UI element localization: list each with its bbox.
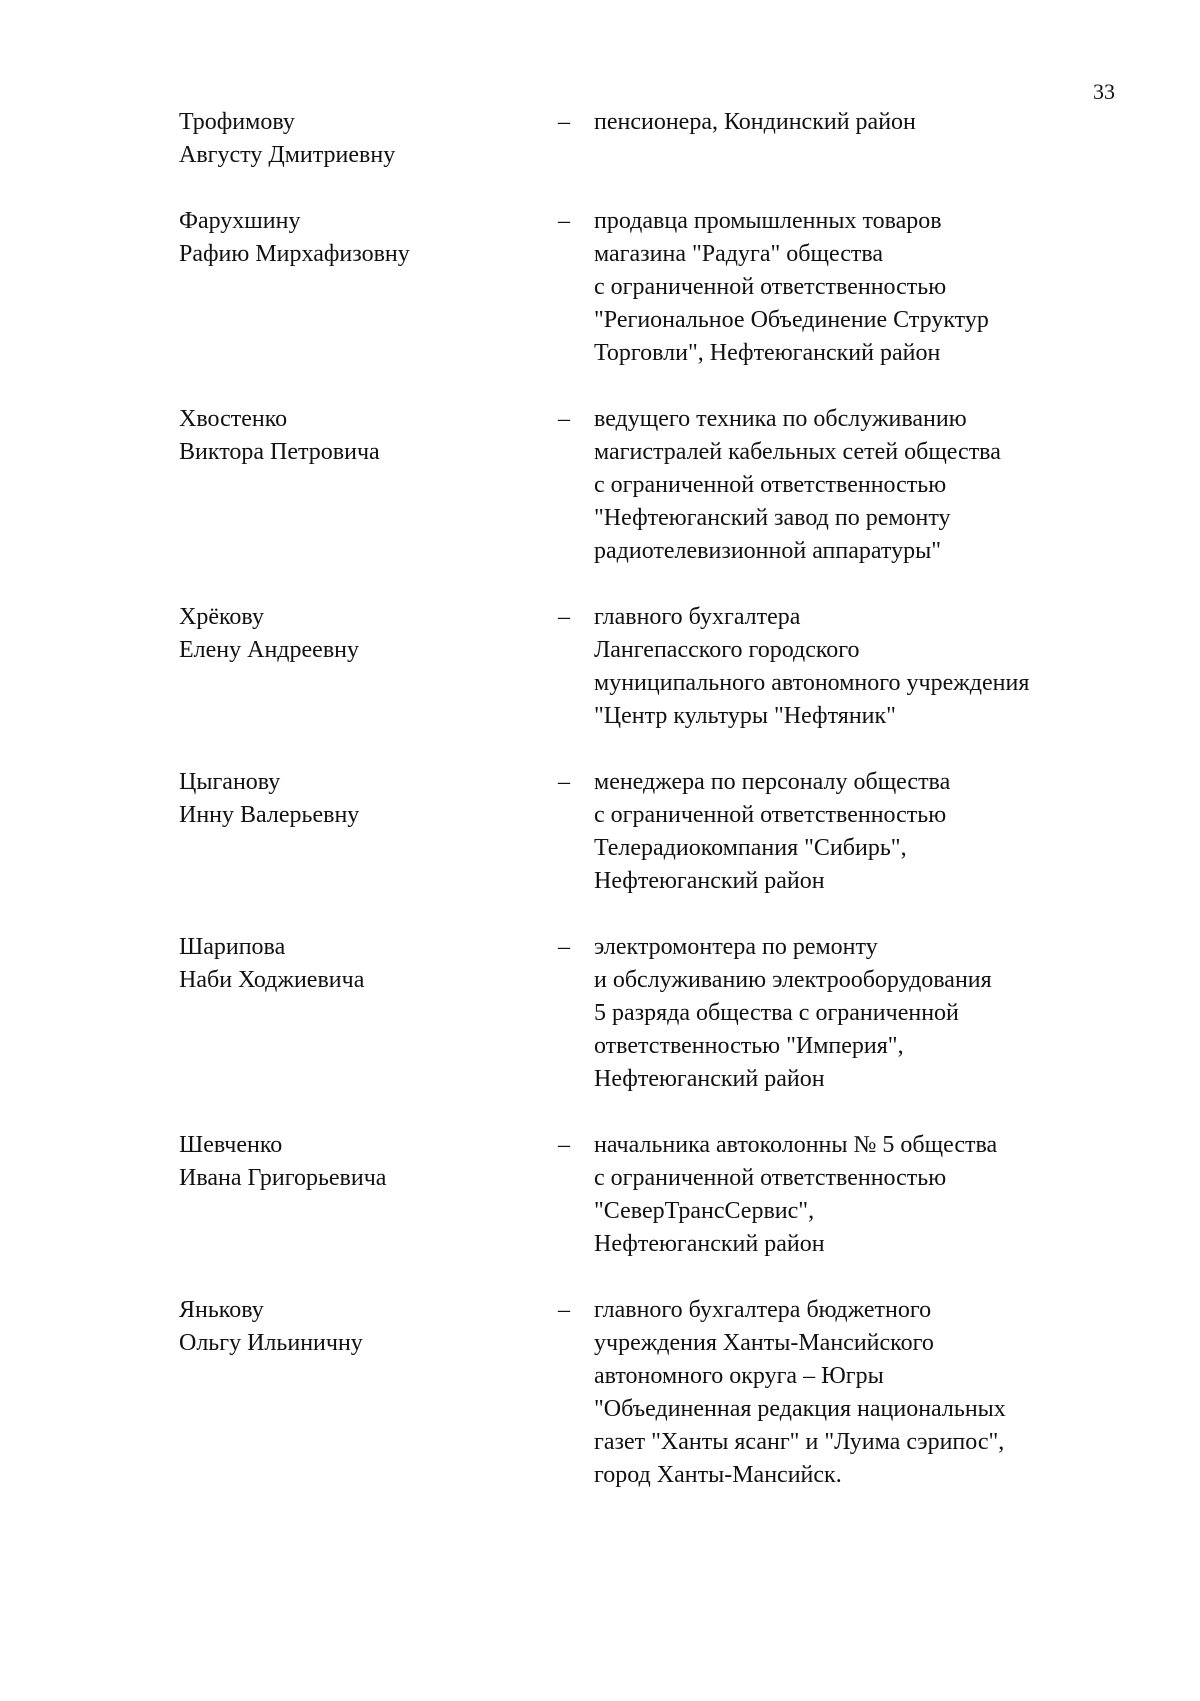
person-description [594, 1129, 1139, 1261]
description-line: радиотелевизионной аппаратуры" [594, 538, 941, 564]
name-line: Ивана Григорьевича [179, 1165, 387, 1191]
name-line: Шевченко [179, 1132, 283, 1158]
person-name [179, 403, 549, 469]
description-line: и обслуживанию электрооборудования [594, 967, 992, 993]
dash-separator: – [558, 1132, 570, 1158]
person-description [594, 1294, 1139, 1492]
awardee-list [179, 106, 1139, 1525]
description-line: Телерадиокомпания "Сибирь", [594, 835, 907, 861]
description-line: магазина "Радуга" общества [594, 241, 884, 267]
description-line: газет "Ханты ясанг" и "Луима сэрипос", [594, 1429, 1005, 1455]
name-line: Августу Дмитриевну [179, 142, 396, 168]
description-line: автономного округа – Югры [594, 1363, 884, 1389]
person-name [179, 106, 549, 172]
name-line: Наби Ходжиевича [179, 967, 365, 993]
dash-separator: – [558, 109, 570, 135]
person-description [594, 766, 1139, 898]
dash-separator: – [558, 604, 570, 630]
person-description [594, 931, 1139, 1096]
description-line: начальника автоколонны № 5 общества [594, 1132, 998, 1158]
person-name [179, 1129, 549, 1195]
description-line: Нефтеюганский район [594, 1231, 825, 1257]
description-line: ведущего техника по обслуживанию [594, 406, 967, 432]
person-name [179, 205, 549, 271]
person-description [594, 601, 1139, 733]
person-name [179, 1294, 549, 1360]
description-line: с ограниченной ответственностью [594, 802, 947, 828]
description-line: пенсионера, Кондинский район [594, 109, 916, 135]
dash-separator: – [558, 1297, 570, 1323]
description-line: "Объединенная редакция национальных [594, 1396, 1006, 1422]
description-line: Торговли", Нефтеюганский район [594, 340, 941, 366]
description-line: "СеверТрансСервис", [594, 1198, 815, 1224]
person-description [594, 403, 1139, 568]
name-line: Цыганову [179, 769, 281, 795]
name-line: Трофимову [179, 109, 295, 135]
description-line: муниципального автономного учреждения [594, 670, 1030, 696]
description-line: "Региональное Объединение Структур [594, 307, 989, 333]
list-item [179, 106, 1139, 172]
description-line: "Нефтеюганский завод по ремонту [594, 505, 951, 531]
person-name [179, 931, 549, 997]
list-item [179, 1129, 1139, 1261]
description-line: Лангепасского городского [594, 637, 860, 663]
name-line: Хрёкову [179, 604, 264, 630]
name-line: Хвостенко [179, 406, 288, 432]
description-line: с ограниченной ответственностью [594, 472, 947, 498]
person-description [594, 205, 1139, 370]
description-line: Нефтеюганский район [594, 868, 825, 894]
person-description [594, 106, 1139, 172]
description-line: Нефтеюганский район [594, 1066, 825, 1092]
dash-separator: – [558, 208, 570, 234]
description-line: магистралей кабельных сетей общества [594, 439, 1001, 465]
name-line: Рафию Мирхафизовну [179, 241, 410, 267]
name-line: Виктора Петровича [179, 439, 380, 465]
description-line: с ограниченной ответственностью [594, 274, 947, 300]
name-line: Янькову [179, 1297, 264, 1323]
description-line: учреждения Ханты-Мансийского [594, 1330, 934, 1356]
list-item [179, 1294, 1139, 1492]
description-line: с ограниченной ответственностью [594, 1165, 947, 1191]
description-line: "Центр культуры "Нефтяник" [594, 703, 896, 729]
description-line: продавца промышленных товаров [594, 208, 942, 234]
dash-separator: – [558, 769, 570, 795]
name-line: Фарухшину [179, 208, 301, 234]
list-item [179, 601, 1139, 733]
description-line: 5 разряда общества с ограниченной [594, 1000, 959, 1026]
list-item [179, 205, 1139, 370]
description-line: главного бухгалтера бюджетного [594, 1297, 932, 1323]
page-number: 33 [1093, 79, 1115, 104]
name-line: Елену Андреевну [179, 637, 359, 663]
description-line: главного бухгалтера [594, 604, 801, 630]
list-item [179, 931, 1139, 1096]
name-line: Ольгу Ильиничну [179, 1330, 363, 1356]
description-line: менеджера по персоналу общества [594, 769, 951, 795]
name-line: Шарипова [179, 934, 286, 960]
dash-separator: – [558, 406, 570, 432]
list-item [179, 403, 1139, 568]
dash-separator: – [558, 934, 570, 960]
description-line: город Ханты-Мансийск. [594, 1462, 842, 1488]
person-name [179, 766, 549, 832]
person-name [179, 601, 549, 667]
description-line: ответственностью "Империя", [594, 1033, 904, 1059]
description-line: электромонтера по ремонту [594, 934, 878, 960]
list-item [179, 766, 1139, 898]
name-line: Инну Валерьевну [179, 802, 360, 828]
